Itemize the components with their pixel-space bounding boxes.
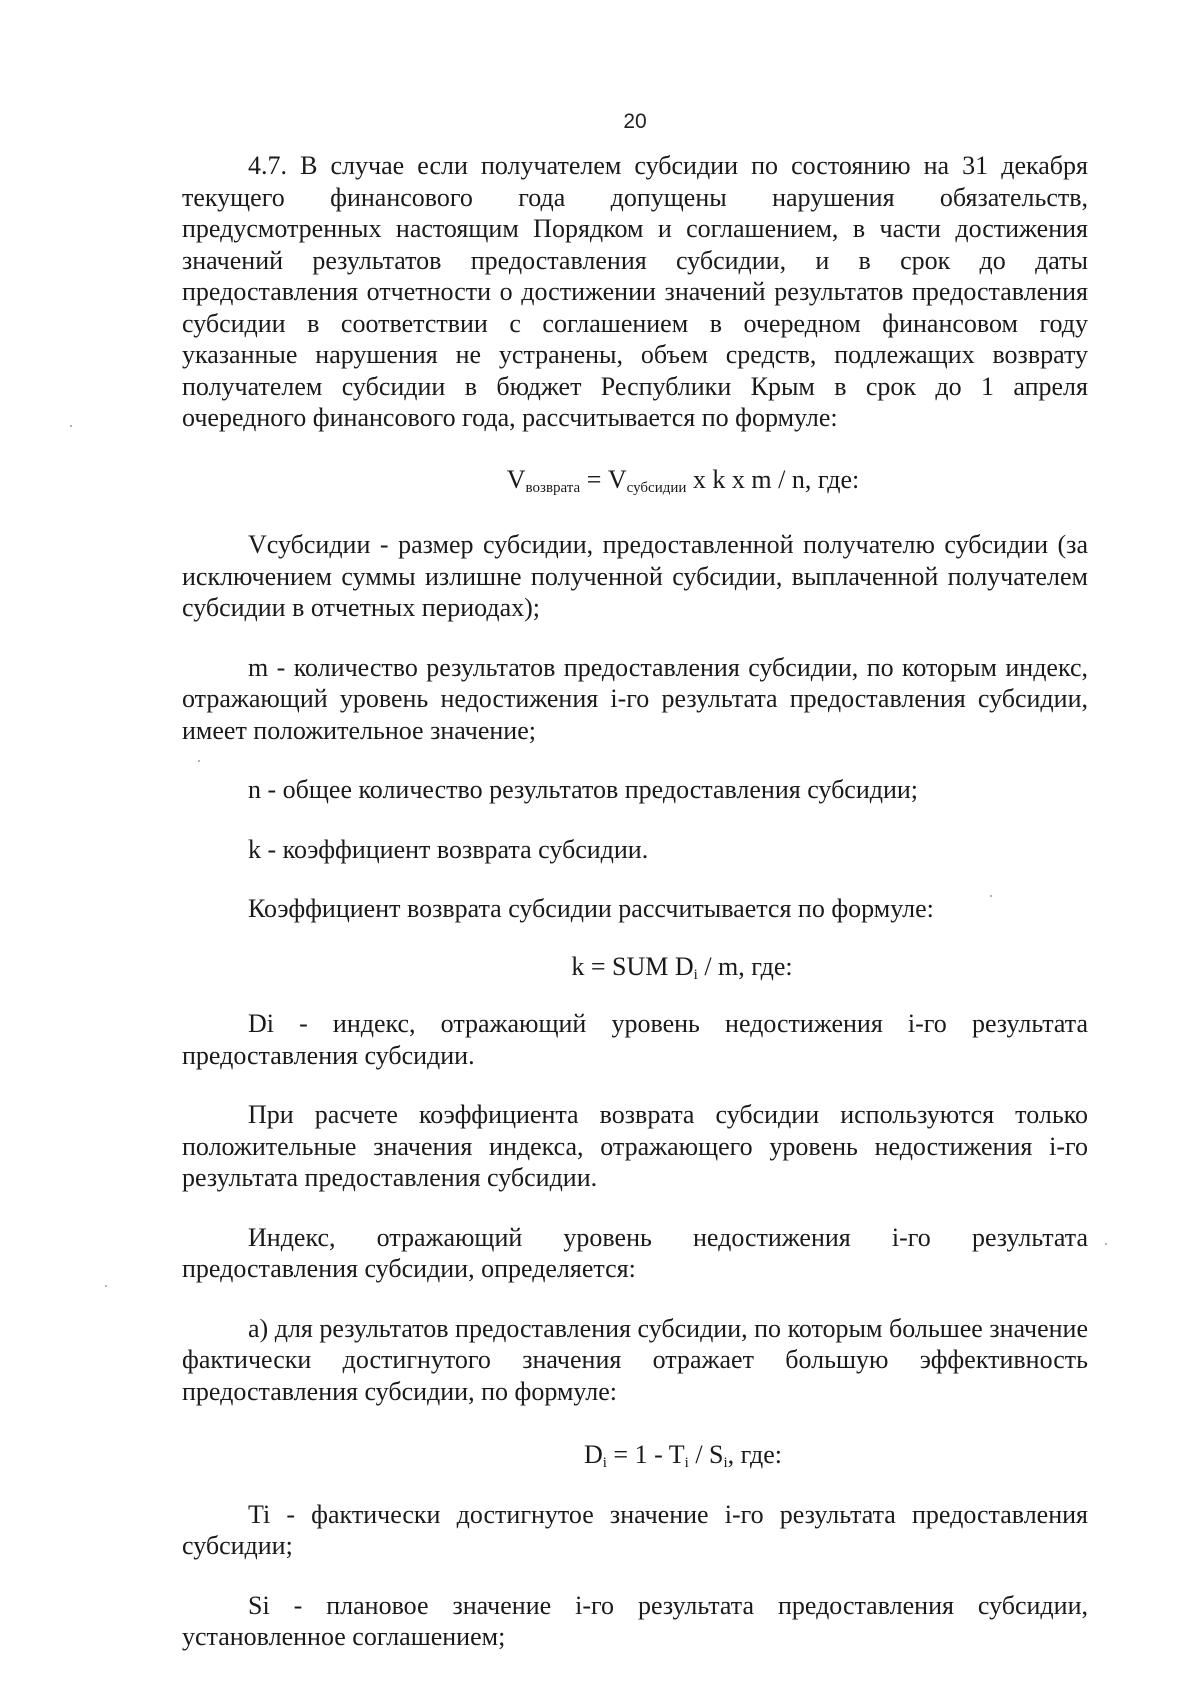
paragraph-m-definition: m - количество результатов предоставления субсидии, по которым индекс, отражающий уровень недостижения i-го результата предоставления субсидии, имеет положительное значение;: [182, 652, 1088, 745]
paragraph-k-definition: k - коэффициент возврата субсидии.: [248, 834, 649, 864]
paragraph-case-a: а) для результатов предоставления субсидии, по которым большее значение фактически достигнутого значения отражает большую эффективность предоставления субсидии, по формуле:: [182, 1313, 1088, 1406]
formula-di: [182, 1439, 1088, 1471]
formula-di-mid2: / S: [688, 1440, 724, 1469]
formula-k: [182, 951, 1088, 983]
formula-di-mid: = 1 - T: [606, 1440, 685, 1469]
paragraph-ti-definition: Ti - фактически достигнутое значение i-го результата предоставления субсидии;: [182, 1499, 1088, 1560]
paragraph-si-definition: Si - плановое значение i-го результата предоставления субсидии, установленное соглашением;: [182, 1590, 1088, 1651]
formula-sub-subsidy: субсидии: [626, 479, 687, 496]
scan-speck: [198, 760, 200, 762]
formula-di-sub-i3: i: [723, 1455, 728, 1471]
formula-di-rest: , где:: [727, 1440, 783, 1469]
formula-rest: x k x m / n, где:: [686, 464, 860, 494]
scan-speck: [105, 1285, 107, 1287]
paragraph-index-intro: Индекс, отражающий уровень недостижения i-го результата предоставления субсидии, определяется:: [182, 1222, 1088, 1283]
formula-eq: = V: [580, 464, 627, 494]
document-body: [182, 150, 1088, 1653]
formula-volume-return: [182, 464, 1088, 496]
formula-v: V: [506, 464, 526, 494]
formula-sub-return: возврата: [525, 479, 581, 496]
page-number: 20: [623, 110, 647, 133]
formula-k-lhs: k = SUM D: [571, 951, 694, 981]
scan-speck: [1105, 1243, 1107, 1245]
paragraph-n-definition: n - общее количество результатов предоставления субсидии;: [248, 775, 919, 804]
scan-speck: [990, 895, 992, 897]
formula-di-sub-i1: i: [602, 1455, 607, 1471]
formula-k-sub-i: i: [693, 966, 698, 983]
formula-k-rest: / m, где:: [697, 951, 793, 981]
paragraph-4-7: 4.7. В случае если получателем субсидии по состоянию на 31 декабря текущего финансового года допущены нарушения обязательств, предусмотренных настоящим Порядком и соглашением, в части достижения значений результатов предоставления субсидии, и в срок до даты предоставления отчетности о достижении значений результатов предоставления субсидии в соответствии с соглашением в очередном финансовом году указанные нарушения не устранены, объем средств, подлежащих возврату получателем субсидии в бюджет Республики Крым в срок до 1 апреля очередного финансового года, рассчитывается по формуле:: [182, 151, 1088, 432]
paragraph-di-definition: Di - индекс, отражающий уровень недостижения i-го результата предоставления субсидии.: [182, 1009, 1088, 1070]
paragraph-k-intro: Коэффициент возврата субсидии рассчитывается по формуле:: [248, 894, 934, 923]
formula-di-lhs: D: [583, 1440, 603, 1469]
scan-speck: [70, 425, 72, 427]
paragraph-v-subsidii: Vсубсидии - размер субсидии, предоставленной получателю субсидии (за исключением суммы излишне полученной субсидии, выплаченной получателем субсидии в отчетных периодах);: [182, 530, 1088, 622]
paragraph-positive-only: При расчете коэффициента возврата субсидии используются только положительные значения индекса, отражающего уровень недостижения i-го результата предоставления субсидии.: [182, 1100, 1088, 1192]
formula-di-sub-i2: i: [684, 1455, 689, 1471]
